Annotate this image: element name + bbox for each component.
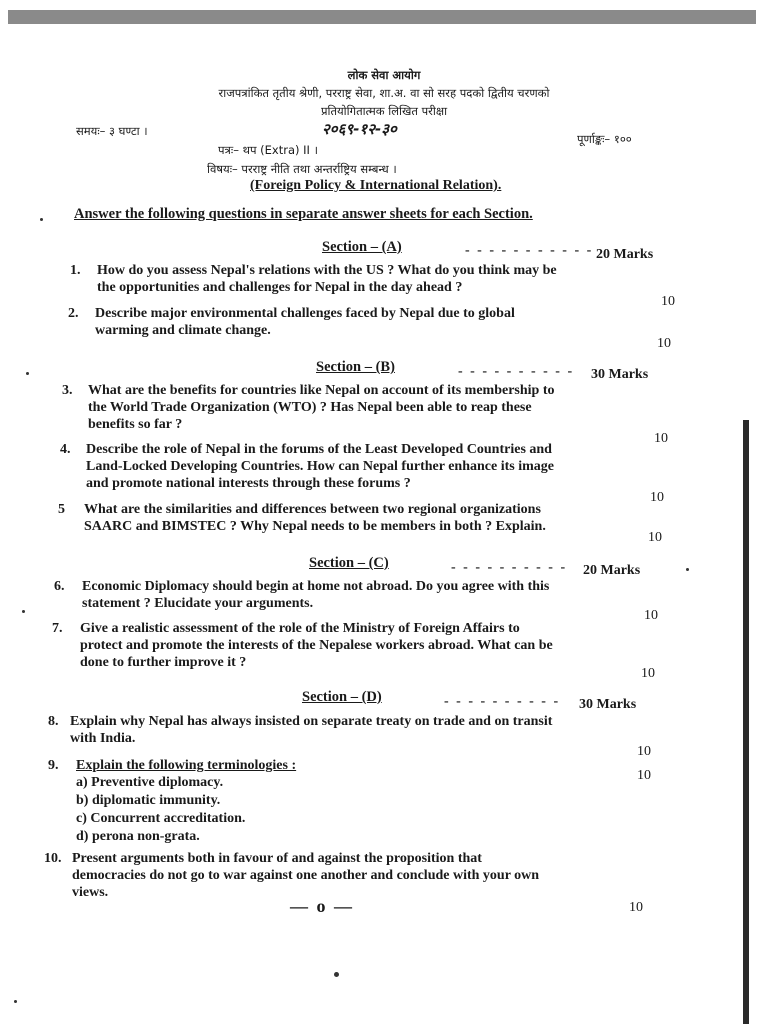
- section-c-dashes: - - - - - - - - - -: [451, 560, 568, 575]
- scan-speck: [26, 372, 29, 375]
- section-b-marks: 30 Marks: [591, 367, 649, 382]
- question-text: Give a realistic assessment of the role of the Ministry of Foreign Affairs to protect and promote the interests of the Nepalese workers abroad. What can be done to further improve it ?: [80, 621, 553, 670]
- subject-english: (Foreign Policy & International Relation).: [250, 178, 502, 193]
- question-1-marks: 10: [661, 294, 675, 309]
- section-d-dashes: - - - - - - - - - -: [444, 694, 561, 709]
- question-number: 6.: [54, 579, 65, 594]
- question-text: Explain the following terminologies :: [76, 758, 297, 773]
- question-5-marks: 10: [648, 530, 662, 545]
- question-text: Describe major environmental challenges faced by Nepal due to global warming and climate change.: [95, 306, 515, 338]
- exam-type-line: प्रतियोगितात्मक लिखित परीक्षा: [320, 104, 448, 118]
- section-c-marks: 20 Marks: [583, 563, 641, 578]
- org-name: लोक सेवा आयोग: [347, 68, 421, 82]
- terminology-item: a) Preventive diplomacy.: [76, 775, 224, 790]
- section-b-title: Section – (B): [316, 359, 395, 375]
- question-8: [48, 713, 648, 753]
- question-2-marks: 10: [657, 336, 671, 351]
- question-text: Explain why Nepal has always insisted on separate treaty on trade and on transit with India.: [70, 714, 553, 746]
- question-10-marks: 10: [629, 900, 643, 915]
- section-d-title: Section – (D): [302, 689, 382, 705]
- section-a-title: Section – (A): [322, 239, 402, 255]
- question-6: [54, 578, 654, 618]
- subject-label: विषयः– परराष्ट्र नीति तथा अन्तर्राष्ट्रिय सम्बन्ध ।: [207, 162, 397, 176]
- question-text: What are the benefits for countries like Nepal on account of its membership to the World Trade Organization (WTO) ? Has Nepal been able to reap these benefits so far ?: [88, 383, 555, 432]
- question-1: [70, 262, 670, 302]
- section-a-dashes: - - - - - - - - - - -: [465, 243, 594, 258]
- question-9-marks: 10: [637, 768, 651, 783]
- question-2: [68, 305, 668, 345]
- terminology-item: b) diplomatic immunity.: [76, 793, 221, 808]
- exam-level-line: राजपत्रांकित तृतीय श्रेणी, परराष्ट्र सेवा, शा.अ. वा सो सरह पदको द्वितीय चरणको: [218, 86, 550, 100]
- question-text: What are the similarities and differences between two regional organizations SAARC and BIMSTEC ? Why Nepal needs to be members in both ? Explain.: [84, 502, 546, 534]
- question-5: [58, 501, 658, 541]
- question-number: 9.: [48, 758, 59, 773]
- question-text: Describe the role of Nepal in the forums of the Least Developed Countries and Land-Locked Developing Countries. How can Nepal further enhance its image and promote national interests through these forums ?: [86, 442, 554, 491]
- section-a-marks: 20 Marks: [596, 247, 654, 262]
- question-text: Economic Diplomacy should begin at home not abroad. Do you agree with this statement ? Elucidate your arguments.: [82, 579, 550, 611]
- question-3: [62, 382, 662, 438]
- scan-speck: [14, 1000, 17, 1003]
- question-number: 8.: [48, 714, 59, 729]
- question-number: 2.: [68, 306, 79, 321]
- question-7-marks: 10: [641, 666, 655, 681]
- section-d-marks: 30 Marks: [579, 697, 637, 712]
- question-7: [52, 620, 652, 676]
- question-3-marks: 10: [654, 431, 668, 446]
- question-number: 5: [58, 502, 65, 517]
- scan-right-edge: [743, 420, 749, 1024]
- paper-label: पत्रः– थप (Extra) II ।: [218, 143, 318, 157]
- section-c-title: Section – (C): [309, 555, 389, 571]
- full-marks: पूर्णाङ्कः– १००: [577, 132, 632, 146]
- scan-speck: [334, 972, 339, 977]
- scan-speck: [40, 218, 43, 221]
- section-b-dashes: - - - - - - - - - -: [458, 364, 575, 379]
- question-number: 4.: [60, 442, 71, 457]
- question-number: 10.: [44, 851, 62, 866]
- instructions: Answer the following questions in separate answer sheets for each Section.: [74, 206, 533, 222]
- question-4: [60, 441, 660, 497]
- scan-speck: [22, 610, 25, 613]
- time-allowed: समयः– ३ घण्टा ।: [76, 124, 148, 138]
- question-number: 3.: [62, 383, 73, 398]
- question-number: 7.: [52, 621, 63, 636]
- end-of-paper-mark: — o —: [290, 896, 354, 916]
- question-text: How do you assess Nepal's relations with the US ? What do you think may be the opportunities and challenges for Nepal in the day ahead ?: [97, 263, 557, 295]
- terminology-item: d) perona non-grata.: [76, 829, 200, 844]
- terminology-item: c) Concurrent accreditation.: [76, 811, 246, 826]
- scan-top-border: [8, 10, 756, 24]
- question-text: Present arguments both in favour of and against the proposition that democracies do not go to war against one another and conclude with your own views.: [72, 851, 540, 900]
- scan-speck: [686, 568, 689, 571]
- question-8-marks: 10: [637, 744, 651, 759]
- question-4-marks: 10: [650, 490, 664, 505]
- question-number: 1.: [70, 263, 81, 278]
- question-6-marks: 10: [644, 608, 658, 623]
- exam-date: २०६९-१२-३०: [322, 120, 397, 138]
